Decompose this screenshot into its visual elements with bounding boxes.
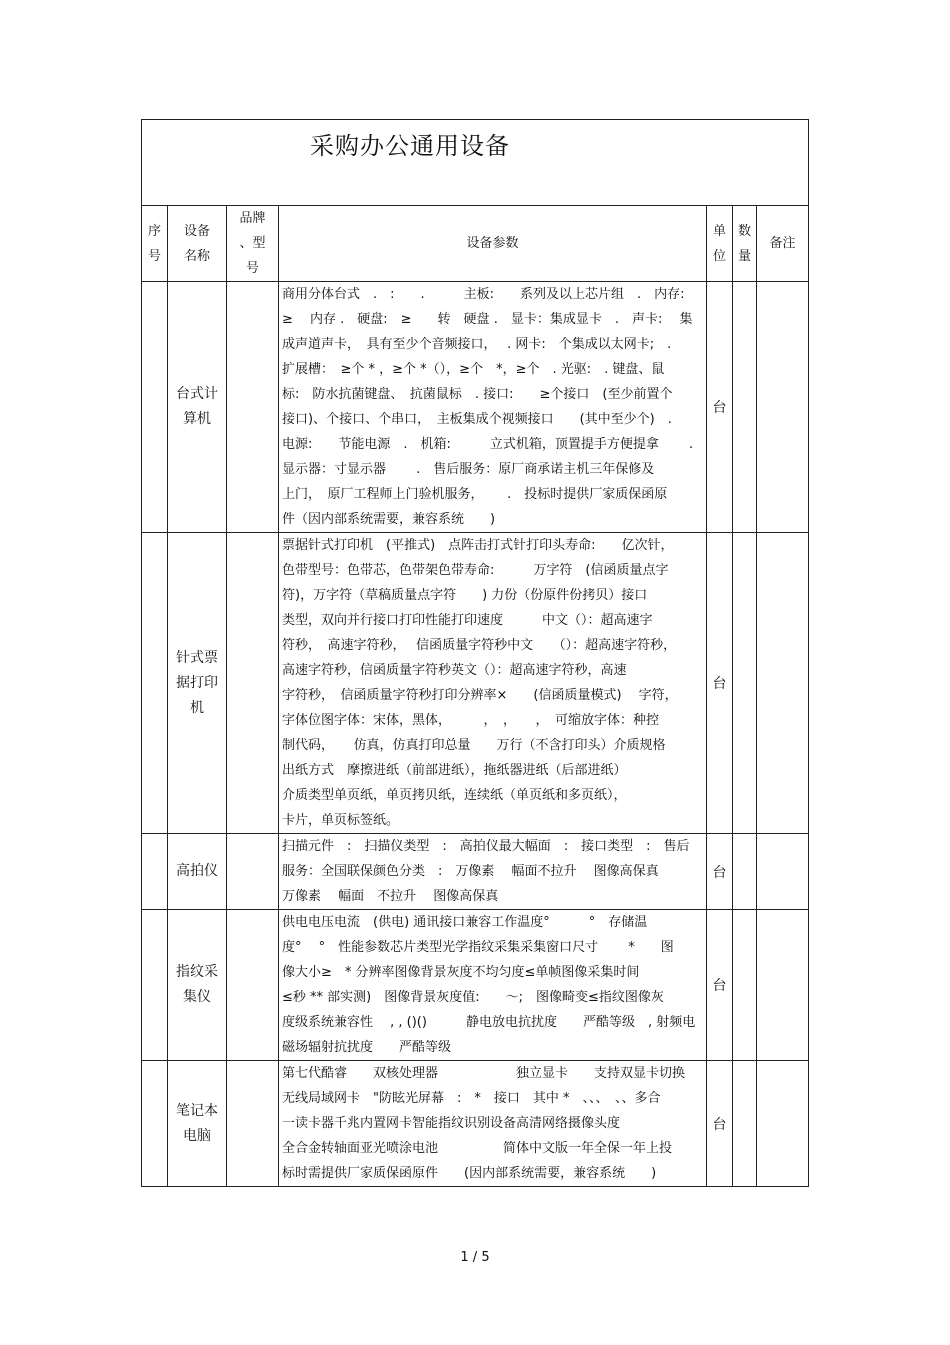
brand-cell: [227, 282, 279, 533]
header-row: [142, 206, 809, 282]
param-line: 度° ° 性能参数芯片类型光学指纹采集采集窗口尺寸 * 图: [282, 940, 674, 955]
param-line: ≤秒 ** 部实测) 图像背景灰度值: ～; 图像畸变≤指纹图像灰: [282, 990, 664, 1005]
equipment-params: [279, 533, 707, 834]
param-line: 高速字符秒，信函质量字符秒英文（）：超高速字符秒，高速: [282, 663, 627, 678]
unit-cell: 台: [707, 1061, 733, 1187]
header-name: 设备 名称: [168, 206, 227, 282]
equipment-params: [279, 834, 707, 910]
param-line: 符)，万字符（草稿质量点字符 ) 力份（份原件份拷贝）接口: [282, 588, 648, 603]
brand-cell: [227, 1061, 279, 1187]
header-note: 备注: [757, 206, 809, 282]
equipment-name: 针式票 据打印 机: [168, 533, 227, 834]
param-line: 色带型号：色带芯，色带架色带寿命: 万字符 (信函质量点字: [282, 563, 669, 578]
header-brand: 品牌 、型 号: [227, 206, 279, 282]
param-line: 扩展槽： ≥个 * ，≥个 *（），≥个 *，≥个 . 光驱: . 键盘、鼠: [282, 362, 665, 377]
unit-cell: 台: [707, 910, 733, 1061]
equipment-params: [279, 910, 707, 1061]
param-line: 度级系统兼容性 , , ()() 静电放电抗扰度 严酷等级 , 射频电: [282, 1015, 696, 1030]
qty-cell: [733, 282, 757, 533]
equipment-name: 笔记本 电脑: [168, 1061, 227, 1187]
param-line: 字体位图字体：宋体，黑体， ， ， ， 可缩放字体：种控: [282, 713, 660, 728]
header-seq: 序号: [142, 206, 168, 282]
param-line: 接口)、个接口、个串口， 主板集成个视频接口 (其中至少个) .: [282, 412, 672, 427]
param-line: 标时需提供厂家质保函原件 (因内部系统需要，兼容系统 ): [282, 1166, 657, 1181]
page-number: 1 / 5: [460, 1250, 490, 1265]
brand-cell: [227, 533, 279, 834]
note-cell: [757, 1061, 809, 1187]
page-title: 采购办公通用设备: [310, 132, 510, 160]
param-line: 商用分体台式 . : . 主板: 系列及以上芯片组 . 内存:: [282, 287, 685, 302]
param-line: 扫描元件 : 扫描仪类型 : 高拍仪最大幅面 : 接口类型 : 售后: [282, 839, 690, 854]
param-line: 成声道声卡， 具有至少个音频接口， . 网卡: 个集成以太网卡; .: [282, 337, 672, 352]
qty-cell: [733, 1061, 757, 1187]
qty-cell: [733, 910, 757, 1061]
seq-cell: [142, 533, 168, 834]
param-line: ≥ 内存 . 硬盘: ≥ 转 硬盘 . 显卡：集成显卡 . 声卡: 集: [282, 312, 693, 327]
title-cell: [142, 120, 809, 206]
qty-cell: [733, 533, 757, 834]
param-line: 磁场辐射抗扰度 严酷等级: [282, 1040, 452, 1055]
param-line: 票据针式打印机 (平推式) 点阵击打式针打印头寿命: 亿次针，: [282, 538, 674, 553]
param-line: 制代码， 仿真，仿真打印总量 万行（不含打印头）介质规格: [282, 738, 666, 753]
unit-cell: 台: [707, 533, 733, 834]
param-line: 介质类型单页纸，单页拷贝纸，连续纸（单页纸和多页纸），: [282, 788, 627, 803]
param-line: 上门， 原厂工程师上门验机服务， . 投标时提供厂家质保函原: [282, 487, 668, 502]
procurement-sheet: [141, 119, 808, 1187]
equipment-params: [279, 1061, 707, 1187]
brand-cell: [227, 910, 279, 1061]
table-row: [142, 910, 809, 1061]
header-unit: 单位: [707, 206, 733, 282]
param-line: 卡片，单页标签纸。: [282, 813, 400, 828]
header-qty: 数量: [733, 206, 757, 282]
param-line: 字符秒， 信函质量字符秒打印分辨率× (信函质量模式) 字符，: [282, 688, 678, 703]
seq-cell: [142, 834, 168, 910]
unit-cell: 台: [707, 834, 733, 910]
equipment-name: 台式计 算机: [168, 282, 227, 533]
note-cell: [757, 910, 809, 1061]
header-params: 设备参数: [279, 206, 707, 282]
param-line: 件（因内部系统需要，兼容系统 ): [282, 512, 496, 527]
param-line: 符秒， 高速字符秒， 信函质量字符秒中文 （）：超高速字符秒，: [282, 638, 677, 653]
qty-cell: [733, 834, 757, 910]
unit-cell: 台: [707, 282, 733, 533]
param-line: 供电电压电流 (供电) 通讯接口兼容工作温度° ° 存储温: [282, 915, 648, 930]
equipment-table: [141, 119, 809, 1187]
param-line: 电源: 节能电源 . 机箱: 立式机箱，顶置提手方便提拿 .: [282, 437, 694, 452]
param-line: 类型，双向并行接口打印性能打印速度 中文（）：超高速字: [282, 613, 653, 628]
seq-cell: [142, 282, 168, 533]
table-row: [142, 282, 809, 533]
equipment-name: 指纹采 集仪: [168, 910, 227, 1061]
param-line: 第七代酷睿 双核处理器 独立显卡 支持双显卡切换: [282, 1066, 686, 1081]
table-row: [142, 533, 809, 834]
param-line: 标: 防水抗菌键盘、 抗菌鼠标 . 接口: ≥个接口 (至少前置个: [282, 387, 673, 402]
brand-cell: [227, 834, 279, 910]
param-line: 万像素 幅面 不拉升 图像高保真: [282, 889, 499, 904]
param-line: 无线局域网卡 "防眩光屏幕 : * 接口 其中 * 、、、 、、多合: [282, 1091, 661, 1106]
seq-cell: [142, 1061, 168, 1187]
param-line: 出纸方式 摩擦进纸（前部进纸），拖纸器进纸（后部进纸）: [282, 763, 627, 778]
note-cell: [757, 834, 809, 910]
equipment-name: 高拍仪: [168, 834, 227, 910]
note-cell: [757, 533, 809, 834]
table-row: [142, 834, 809, 910]
param-line: 显示器：寸显示器 . 售后服务：原厂商承诺主机三年保修及: [282, 462, 655, 477]
seq-cell: [142, 910, 168, 1061]
param-line: 服务：全国联保颜色分类 : 万像素 幅面不拉升 图像高保真: [282, 864, 659, 879]
table-row: [142, 1061, 809, 1187]
param-line: 全合金转轴面亚光喷涂电池 简体中文版一年全保一年上投: [282, 1141, 673, 1156]
param-line: 一读卡器千兆内置网卡智能指纹识别设备高清网络摄像头度: [282, 1116, 621, 1131]
param-line: 像大小≥ * 分辨率图像背景灰度不均匀度≤单帧图像采集时间: [282, 965, 640, 980]
note-cell: [757, 282, 809, 533]
equipment-params: [279, 282, 707, 533]
